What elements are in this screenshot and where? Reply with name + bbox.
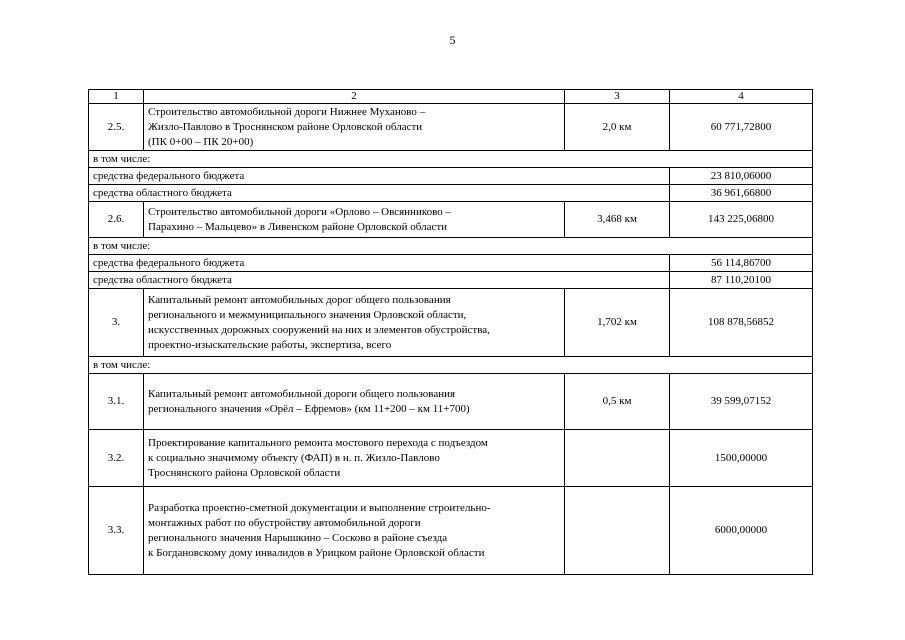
row-length: 3,468 км — [565, 202, 670, 238]
description-line: к социально значимому объекту (ФАП) в н. п. Жизло-Павлово — [148, 451, 440, 464]
row-number: 3.3. — [89, 487, 144, 575]
federal-budget-label: средства федерального бюджета — [89, 255, 670, 272]
description-line: регионального и межмуниципального значения Орловской области, — [148, 308, 467, 321]
including-label: в том числе: — [89, 151, 813, 168]
table-row — [89, 151, 813, 168]
row-amount: 60 771,72800 — [670, 104, 813, 151]
row-number: 2.6. — [89, 202, 144, 238]
description-line: монтажных работ по обустройству автомобильной дороги — [148, 516, 421, 529]
row-number: 3. — [89, 289, 144, 357]
table-row — [89, 374, 813, 430]
budget-table — [88, 89, 813, 575]
header-col-1: 1 — [89, 90, 144, 104]
page-number: 5 — [449, 33, 456, 47]
table-row — [89, 185, 813, 202]
row-description — [144, 374, 565, 430]
description-line: Капитальный ремонт автомобильных дорог общего пользования — [148, 293, 451, 306]
description-line: Строительство автомобильной дороги «Орлово – Овсянниково – — [148, 205, 451, 218]
row-description — [144, 430, 565, 487]
row-length: 2,0 км — [565, 104, 670, 151]
description-line: (ПК 0+00 – ПК 20+00) — [148, 135, 254, 148]
row-description — [144, 104, 565, 151]
federal-budget-amount: 56 114,86700 — [670, 255, 813, 272]
regional-budget-label: средства областного бюджета — [89, 185, 670, 202]
regional-budget-amount: 87 110,20100 — [670, 272, 813, 289]
row-amount: 108 878,56852 — [670, 289, 813, 357]
description-line: Капитальный ремонт автомобильной дороги общего пользования — [148, 387, 456, 400]
description-line: регионального значения Нарышкино – Сосково в районе съезда — [148, 531, 448, 544]
description-line: Строительство автомобильной дороги Нижнее Муханово – — [148, 105, 426, 118]
table-row — [89, 202, 813, 238]
table-row — [89, 289, 813, 357]
table-row — [89, 255, 813, 272]
description-line: Жизло-Павлово в Троснянском районе Орловской области — [148, 120, 423, 133]
row-length: 0,5 км — [565, 374, 670, 430]
description-line: Парахино – Мальцево» в Ливенском районе Орловской области — [148, 220, 448, 233]
row-description — [144, 487, 565, 575]
row-number: 2.5. — [89, 104, 144, 151]
federal-budget-label: средства федерального бюджета — [89, 168, 670, 185]
row-description — [144, 289, 565, 357]
row-amount: 39 599,07152 — [670, 374, 813, 430]
description-line: Разработка проектно-сметной документации и выполнение строительно- — [148, 501, 491, 514]
table-row — [89, 430, 813, 487]
table-row — [89, 238, 813, 255]
table-row — [89, 272, 813, 289]
row-length — [565, 487, 670, 575]
row-number: 3.1. — [89, 374, 144, 430]
description-line: Проектирование капитального ремонта мостового перехода с подъездом — [148, 436, 488, 449]
row-amount: 143 225,06800 — [670, 202, 813, 238]
including-label: в том числе: — [89, 357, 813, 374]
header-col-4: 4 — [670, 90, 813, 104]
table-header-row — [89, 90, 813, 104]
table-row — [89, 357, 813, 374]
regional-budget-label: средства областного бюджета — [89, 272, 670, 289]
row-amount: 6000,00000 — [670, 487, 813, 575]
row-length: 1,702 км — [565, 289, 670, 357]
header-col-3: 3 — [565, 90, 670, 104]
table-row — [89, 168, 813, 185]
description-line: Троснянского района Орловской области — [148, 466, 341, 479]
regional-budget-amount: 36 961,66800 — [670, 185, 813, 202]
row-length — [565, 430, 670, 487]
header-col-2: 2 — [144, 90, 565, 104]
row-number: 3.2. — [89, 430, 144, 487]
description-line: проектно-изыскательские работы, экспертиза, всего — [148, 338, 392, 351]
description-line: искусственных дорожных сооружений на них и элементов обустройства, — [148, 323, 490, 336]
including-label: в том числе: — [89, 238, 813, 255]
table-row — [89, 104, 813, 151]
federal-budget-amount: 23 810,06000 — [670, 168, 813, 185]
row-description — [144, 202, 565, 238]
row-amount: 1500,00000 — [670, 430, 813, 487]
table-row — [89, 487, 813, 575]
description-line: регионального значения «Орёл – Ефремов» (км 11+200 – км 11+700) — [148, 402, 470, 415]
description-line: к Богдановскому дому инвалидов в Урицком районе Орловской области — [148, 546, 485, 559]
